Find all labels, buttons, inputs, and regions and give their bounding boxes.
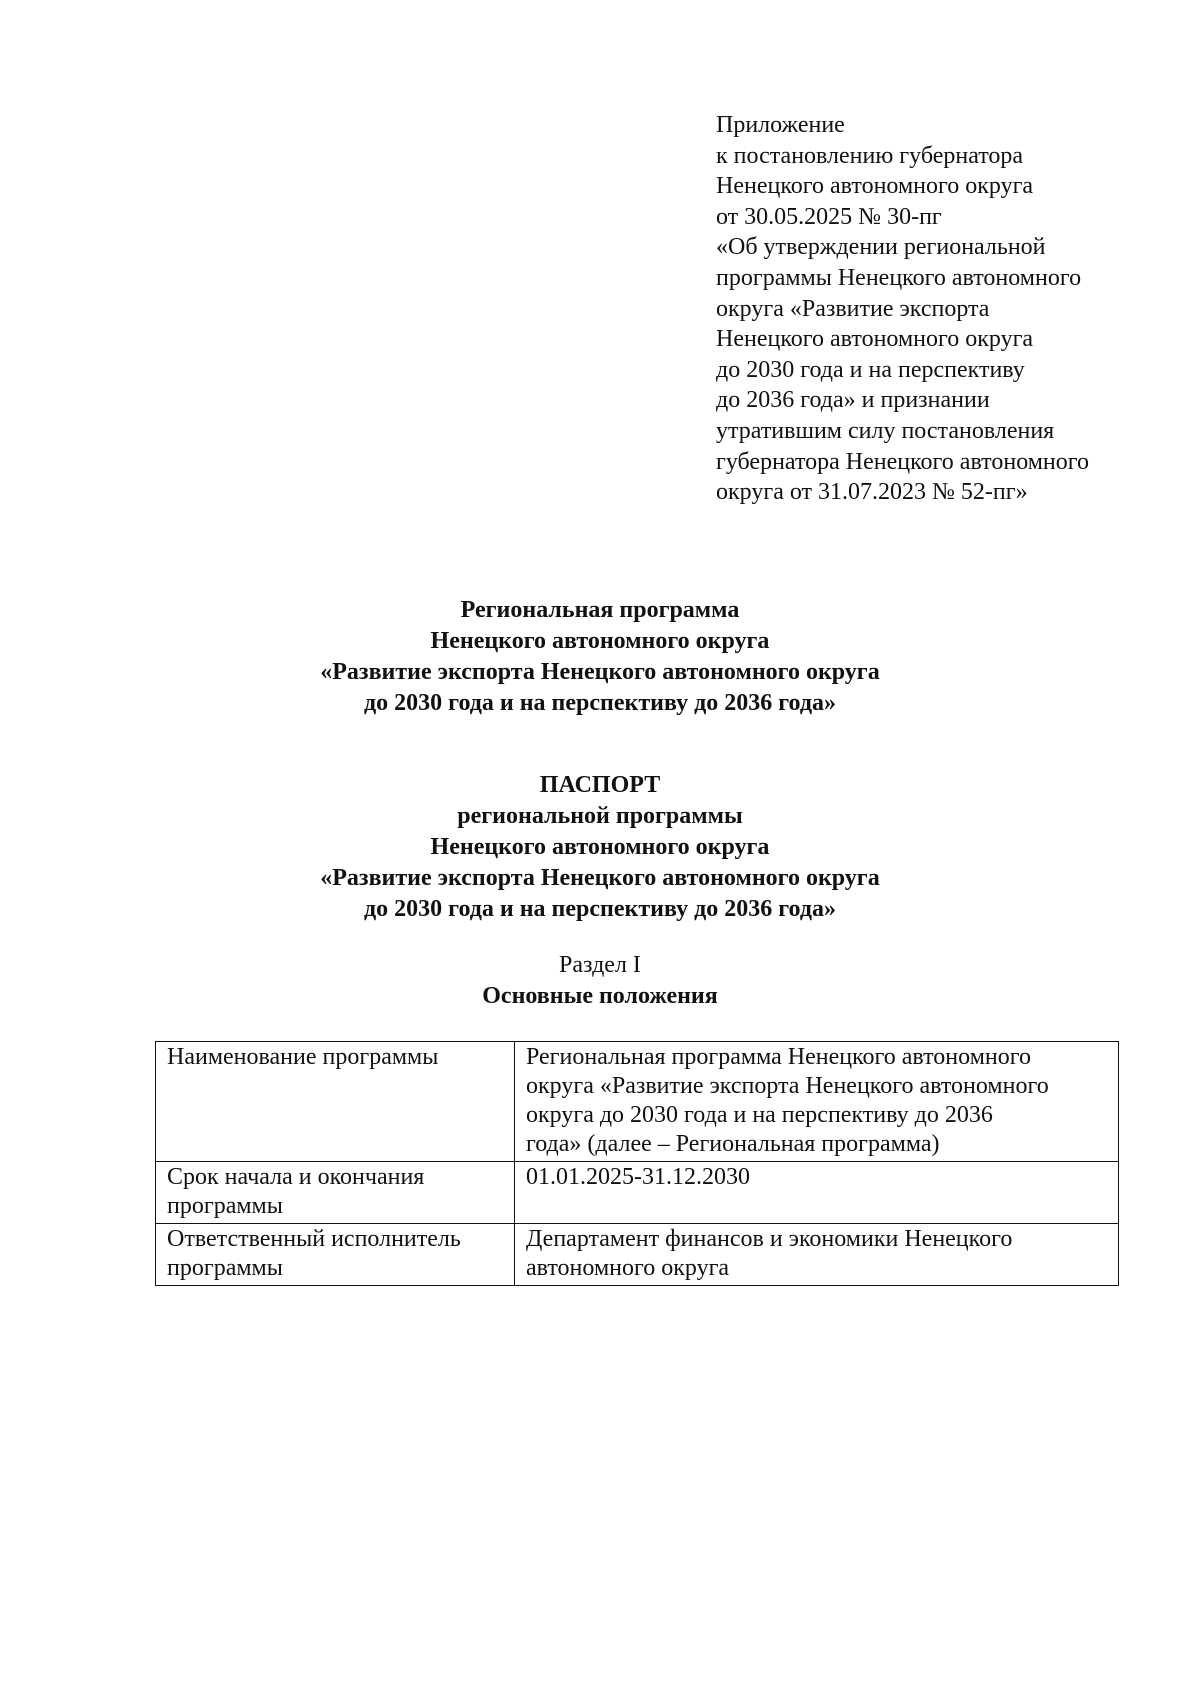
cell-line: Департамент финансов и экономики Ненецкого	[526, 1226, 1013, 1252]
passport-title-line: Ненецкого автономного округа	[430, 834, 770, 860]
passport-title-line: региональной программы	[457, 803, 743, 829]
section-name: Основные положения	[482, 983, 718, 1009]
annex-line: Приложение	[716, 112, 845, 138]
table-row	[156, 1224, 1119, 1286]
table-cell-label	[156, 1224, 515, 1286]
cell-line: 01.01.2025-31.12.2030	[526, 1164, 750, 1190]
program-title	[0, 595, 1200, 719]
program-title-line: Региональная программа	[460, 597, 740, 623]
annex-line: от 30.05.2025 № 30-пг	[716, 203, 942, 230]
annex-line: до 2036 года» и признании	[716, 387, 990, 414]
cell-line: программы	[167, 1255, 283, 1281]
table-row	[156, 1162, 1119, 1224]
table-cell-value	[515, 1042, 1119, 1162]
passport-title-line: «Развитие экспорта Ненецкого автономного округа	[320, 865, 880, 891]
cell-line: года» (далее – Региональная программа)	[526, 1131, 940, 1157]
annex-line: программы Ненецкого автономного	[716, 264, 1082, 291]
main-provisions-table	[155, 1041, 1119, 1286]
cell-line: Ответственный исполнитель	[167, 1226, 461, 1252]
annex-line: Ненецкого автономного округа	[716, 326, 1034, 353]
table-row	[156, 1042, 1119, 1162]
table-cell-label	[156, 1162, 515, 1224]
annex-note	[716, 110, 1156, 508]
cell-line: автономного округа	[526, 1255, 730, 1281]
program-title-line: до 2030 года и на перспективу до 2036 года»	[364, 690, 836, 716]
annex-line: округа от 31.07.2023 № 52-пг»	[716, 479, 1028, 506]
cell-line: округа «Развитие экспорта Ненецкого автономного	[526, 1073, 1049, 1099]
annex-line: утратившим силу постановления	[716, 417, 1055, 444]
annex-line: округа «Развитие экспорта	[716, 295, 990, 322]
passport-title	[0, 770, 1200, 925]
cell-line: Наименование программы	[167, 1044, 439, 1070]
cell-line: Региональная программа Ненецкого автономного	[526, 1044, 1031, 1070]
annex-line: до 2030 года и на перспективу	[716, 356, 1025, 383]
annex-line: к постановлению губернатора	[716, 142, 1024, 169]
annex-line: Ненецкого автономного округа	[716, 173, 1034, 200]
annex-line: губернатора Ненецкого автономного	[716, 448, 1090, 475]
table-cell-label	[156, 1042, 515, 1162]
section-number: Раздел I	[559, 952, 641, 978]
section-heading	[0, 950, 1200, 1012]
passport-title-line: до 2030 года и на перспективу до 2036 года»	[364, 896, 836, 922]
cell-line: Срок начала и окончания	[167, 1164, 425, 1190]
cell-line: округа до 2030 года и на перспективу до 2036	[526, 1102, 993, 1128]
passport-title-line: ПАСПОРТ	[539, 772, 661, 798]
program-title-line: Ненецкого автономного округа	[430, 628, 770, 654]
table-cell-value	[515, 1162, 1119, 1224]
cell-line: программы	[167, 1193, 283, 1219]
annex-line: «Об утверждении региональной	[716, 234, 1046, 261]
table-cell-value	[515, 1224, 1119, 1286]
program-title-line: «Развитие экспорта Ненецкого автономного округа	[320, 659, 880, 685]
